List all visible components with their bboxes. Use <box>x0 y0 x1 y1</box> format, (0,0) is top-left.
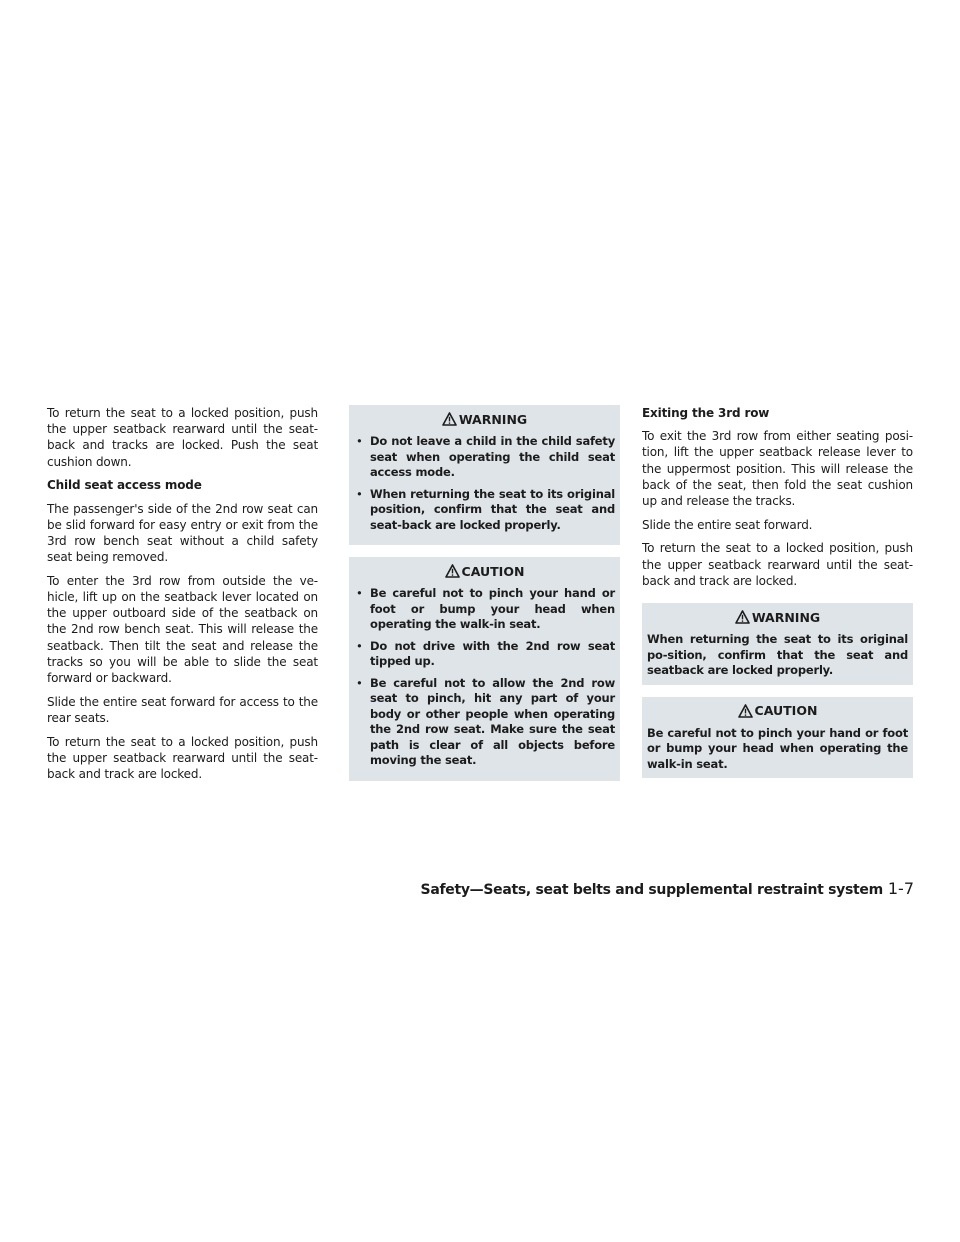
column-right <box>642 405 913 790</box>
warning-triangle-icon <box>442 412 457 426</box>
warning-title: WARNING <box>647 607 908 627</box>
column-middle <box>349 405 620 793</box>
caution-list <box>354 586 615 769</box>
list-item: • Do not leave a child in the child safety seat when operating the child seat access mode. <box>356 434 615 479</box>
paragraph: The passenger's side of the 2nd row seat can be slid forward for easy entry or exit from the 3rd row bench seat without a child safety seat being removed. <box>47 501 318 565</box>
caution-box <box>642 697 913 779</box>
paragraph: To return the seat to a locked position, push the upper seatback rearward until the seat-back and track are locked. <box>642 541 913 588</box>
paragraph: To return the seat to a locked position, push the upper seatback rearward until the seat-back and track are locked. <box>47 734 318 782</box>
warning-text: When returning the seat to its original po-sition, confirm that the seat and seatback are locked properly. <box>647 632 908 678</box>
paragraph: To return the seat to a locked position, push the upper seatback rearward until the seat-back and tracks are locked. Push the seat cushion down. <box>47 406 318 469</box>
page-footer <box>421 879 914 898</box>
warning-list <box>354 434 615 533</box>
list-item: • Be careful not to allow the 2nd row seat to pinch, hit any part of your body or other people when operating the 2nd row seat. Make sure the seat path is clear of all objects before moving the seat. <box>356 675 615 767</box>
section-heading: Child seat access mode <box>47 478 202 493</box>
paragraph: Slide the entire seat forward. <box>642 517 813 532</box>
list-item: • Be careful not to pinch your hand or foot or bump your head when operating the walk-in seat. <box>356 586 615 631</box>
caution-title: CAUTION <box>354 561 615 581</box>
list-item: • Do not drive with the 2nd row seat tipped up. <box>356 638 615 668</box>
caution-box <box>349 557 620 781</box>
footer-section-title: Safety—Seats, seat belts and supplemental restraint system <box>420 882 883 898</box>
paragraph: Slide the entire seat forward for access to the rear seats. <box>47 694 318 725</box>
warning-title: WARNING <box>354 409 615 429</box>
caution-title: CAUTION <box>647 701 908 721</box>
warning-triangle-icon <box>735 610 750 624</box>
page-number: 1-7 <box>887 879 914 898</box>
warning-box <box>642 603 913 685</box>
caution-text: Be careful not to pinch your hand or foot or bump your head when operating the walk-in seat. <box>647 725 908 771</box>
column-left <box>47 405 318 790</box>
paragraph: To exit the 3rd row from either seating posi-tion, lift the upper seatback release lever to the uppermost position. This will release the back of the seat, then fold the seat cushion up and release the tracks. <box>642 429 913 509</box>
list-item: • When returning the seat to its original position, confirm that the seat and seat-back are locked properly. <box>356 486 615 532</box>
paragraph: To enter the 3rd row from outside the ve-hicle, lift up on the seatback lever located on the upper outboard side of the seatback on the 2nd row bench seat. This will release the seatback. Then tilt the seat and release the tracks so you will be able to slide the seat forward or backward. <box>47 573 318 686</box>
warning-triangle-icon <box>445 564 460 578</box>
section-heading: Exiting the 3rd row <box>642 406 770 420</box>
warning-box <box>349 405 620 545</box>
warning-triangle-icon <box>738 704 753 718</box>
